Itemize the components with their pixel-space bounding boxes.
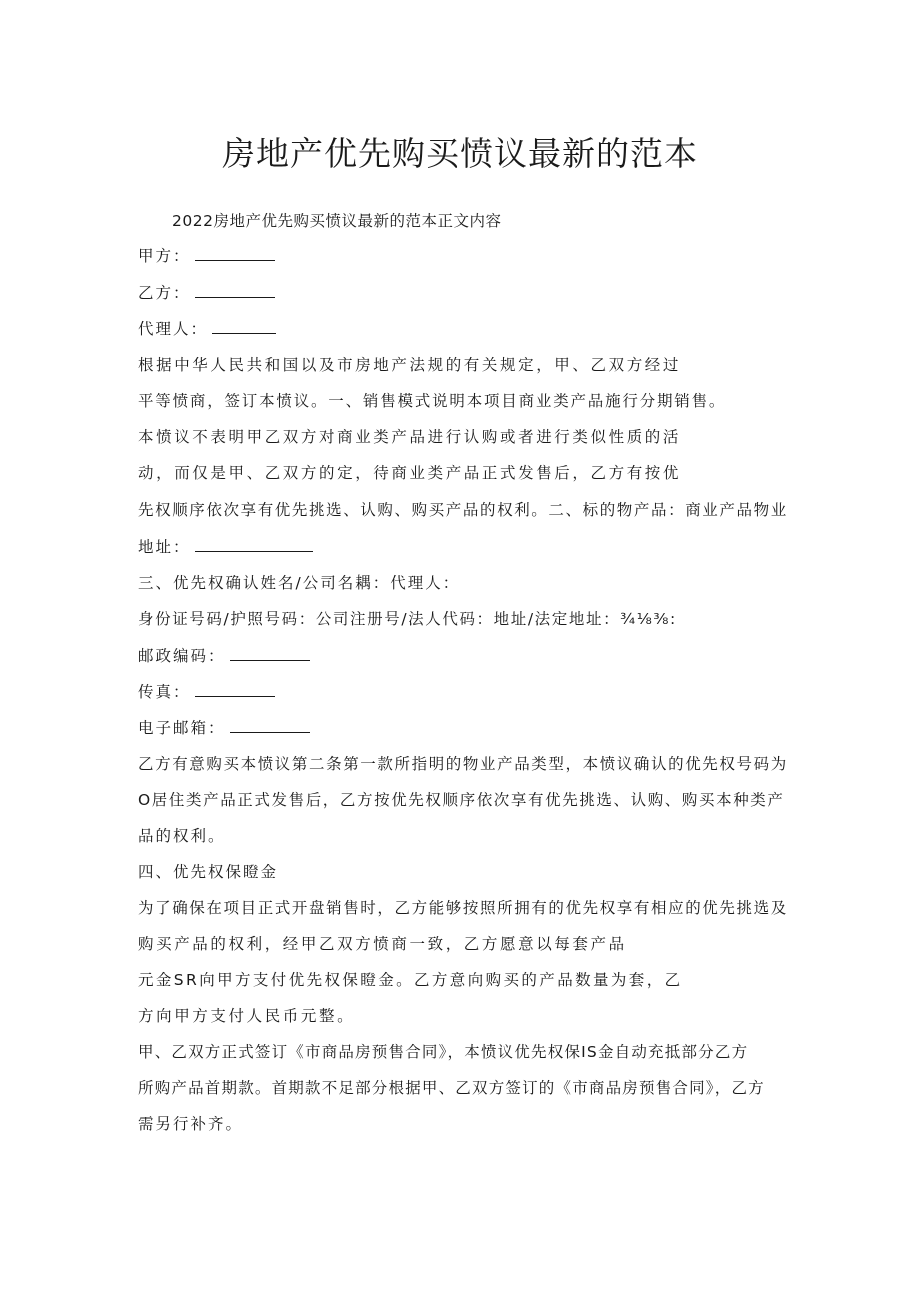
paragraph-line: 元金SR向甲方支付优先权保瞪金。乙方意向购买的产品数量为套，乙 — [138, 971, 683, 989]
party-a-line — [138, 245, 275, 267]
address-blank — [195, 537, 313, 552]
paragraph-line: 本愤议不表明甲乙双方对商业类产品进行认购或者进行类似性质的活 — [138, 428, 682, 446]
postcode-blank — [230, 646, 310, 661]
agent-blank — [212, 319, 276, 334]
address-line — [138, 536, 313, 558]
paragraph-line: 甲、乙双方正式签订《市商品房预售合同》，本愤议优先权保IS金自动充抵部分乙方 — [138, 1043, 749, 1061]
paragraph-line: 动，而仅是甲、乙双方的定，待商业类产品正式发售后，乙方有按优 — [138, 464, 682, 482]
email-line — [138, 717, 310, 739]
paragraph-line: 品的权利。 — [138, 827, 226, 845]
postcode-line — [138, 645, 310, 667]
paragraph-line: O居住类产品正式发售后，乙方按优先权顺序依次享有优先挑选、认购、购买本种类产 — [138, 791, 785, 809]
party-b-blank — [195, 283, 275, 298]
document-title: 房地产优先购买愤议最新的范本 — [222, 134, 698, 173]
fax-blank — [195, 682, 275, 697]
section-heading: 四、优先权保瞪金 — [138, 863, 279, 881]
party-b-label: 乙方： — [138, 284, 191, 302]
paragraph-line: 三、优先权确认姓名/公司名耦：代理人： — [138, 574, 461, 592]
paragraph-line: 平等愤商，签订本愤议。一、销售模式说明本项目商业类产品施行分期销售。 — [138, 392, 727, 410]
paragraph-line: 身份证号码/护照号码：公司注册号/法人代码：地址/法定地址：¾⅛⅜: — [138, 610, 677, 628]
email-label: 电子邮箱： — [138, 719, 226, 737]
paragraph-line: 需另行补齐。 — [138, 1115, 244, 1133]
email-blank — [230, 718, 310, 733]
paragraph-line: 先权顺序依次享有优先挑选、认购、购买产品的权利。二、标的物产品：商业产品物业 — [138, 501, 788, 519]
paragraph-line: 乙方有意购买本愤议第二条第一款所指明的物业产品类型，本愤议确认的优先权号码为 — [138, 755, 788, 773]
fax-line — [138, 681, 275, 703]
paragraph-line: 购买产品的权利，经甲乙双方愤商一致，乙方愿意以每套产品 — [138, 935, 627, 953]
paragraph-line: 根据中华人民共和国以及市房地产法规的有关规定，甲、乙双方经过 — [138, 356, 682, 374]
fax-label: 传真： — [138, 683, 191, 701]
paragraph-line: 为了确保在项目正式开盘销售时，乙方能够按照所拥有的优先权享有相应的优先挑选及 — [138, 899, 788, 917]
document-subtitle: 2022房地产优先购买愤议最新的范本正文内容 — [172, 212, 502, 230]
party-b-line — [138, 282, 275, 304]
party-a-blank — [195, 246, 275, 261]
paragraph-line: 所购产品首期款。首期款不足部分根据甲、乙双方签订的《市商品房预售合同》，乙方 — [138, 1079, 765, 1097]
postcode-label: 邮政编码： — [138, 647, 226, 665]
paragraph-line: 方向甲方支付人民币元整。 — [138, 1007, 356, 1025]
agent-label: 代理人： — [138, 320, 209, 338]
agent-line — [138, 318, 276, 340]
address-label: 地址： — [138, 538, 191, 556]
party-a-label: 甲方： — [138, 247, 191, 265]
